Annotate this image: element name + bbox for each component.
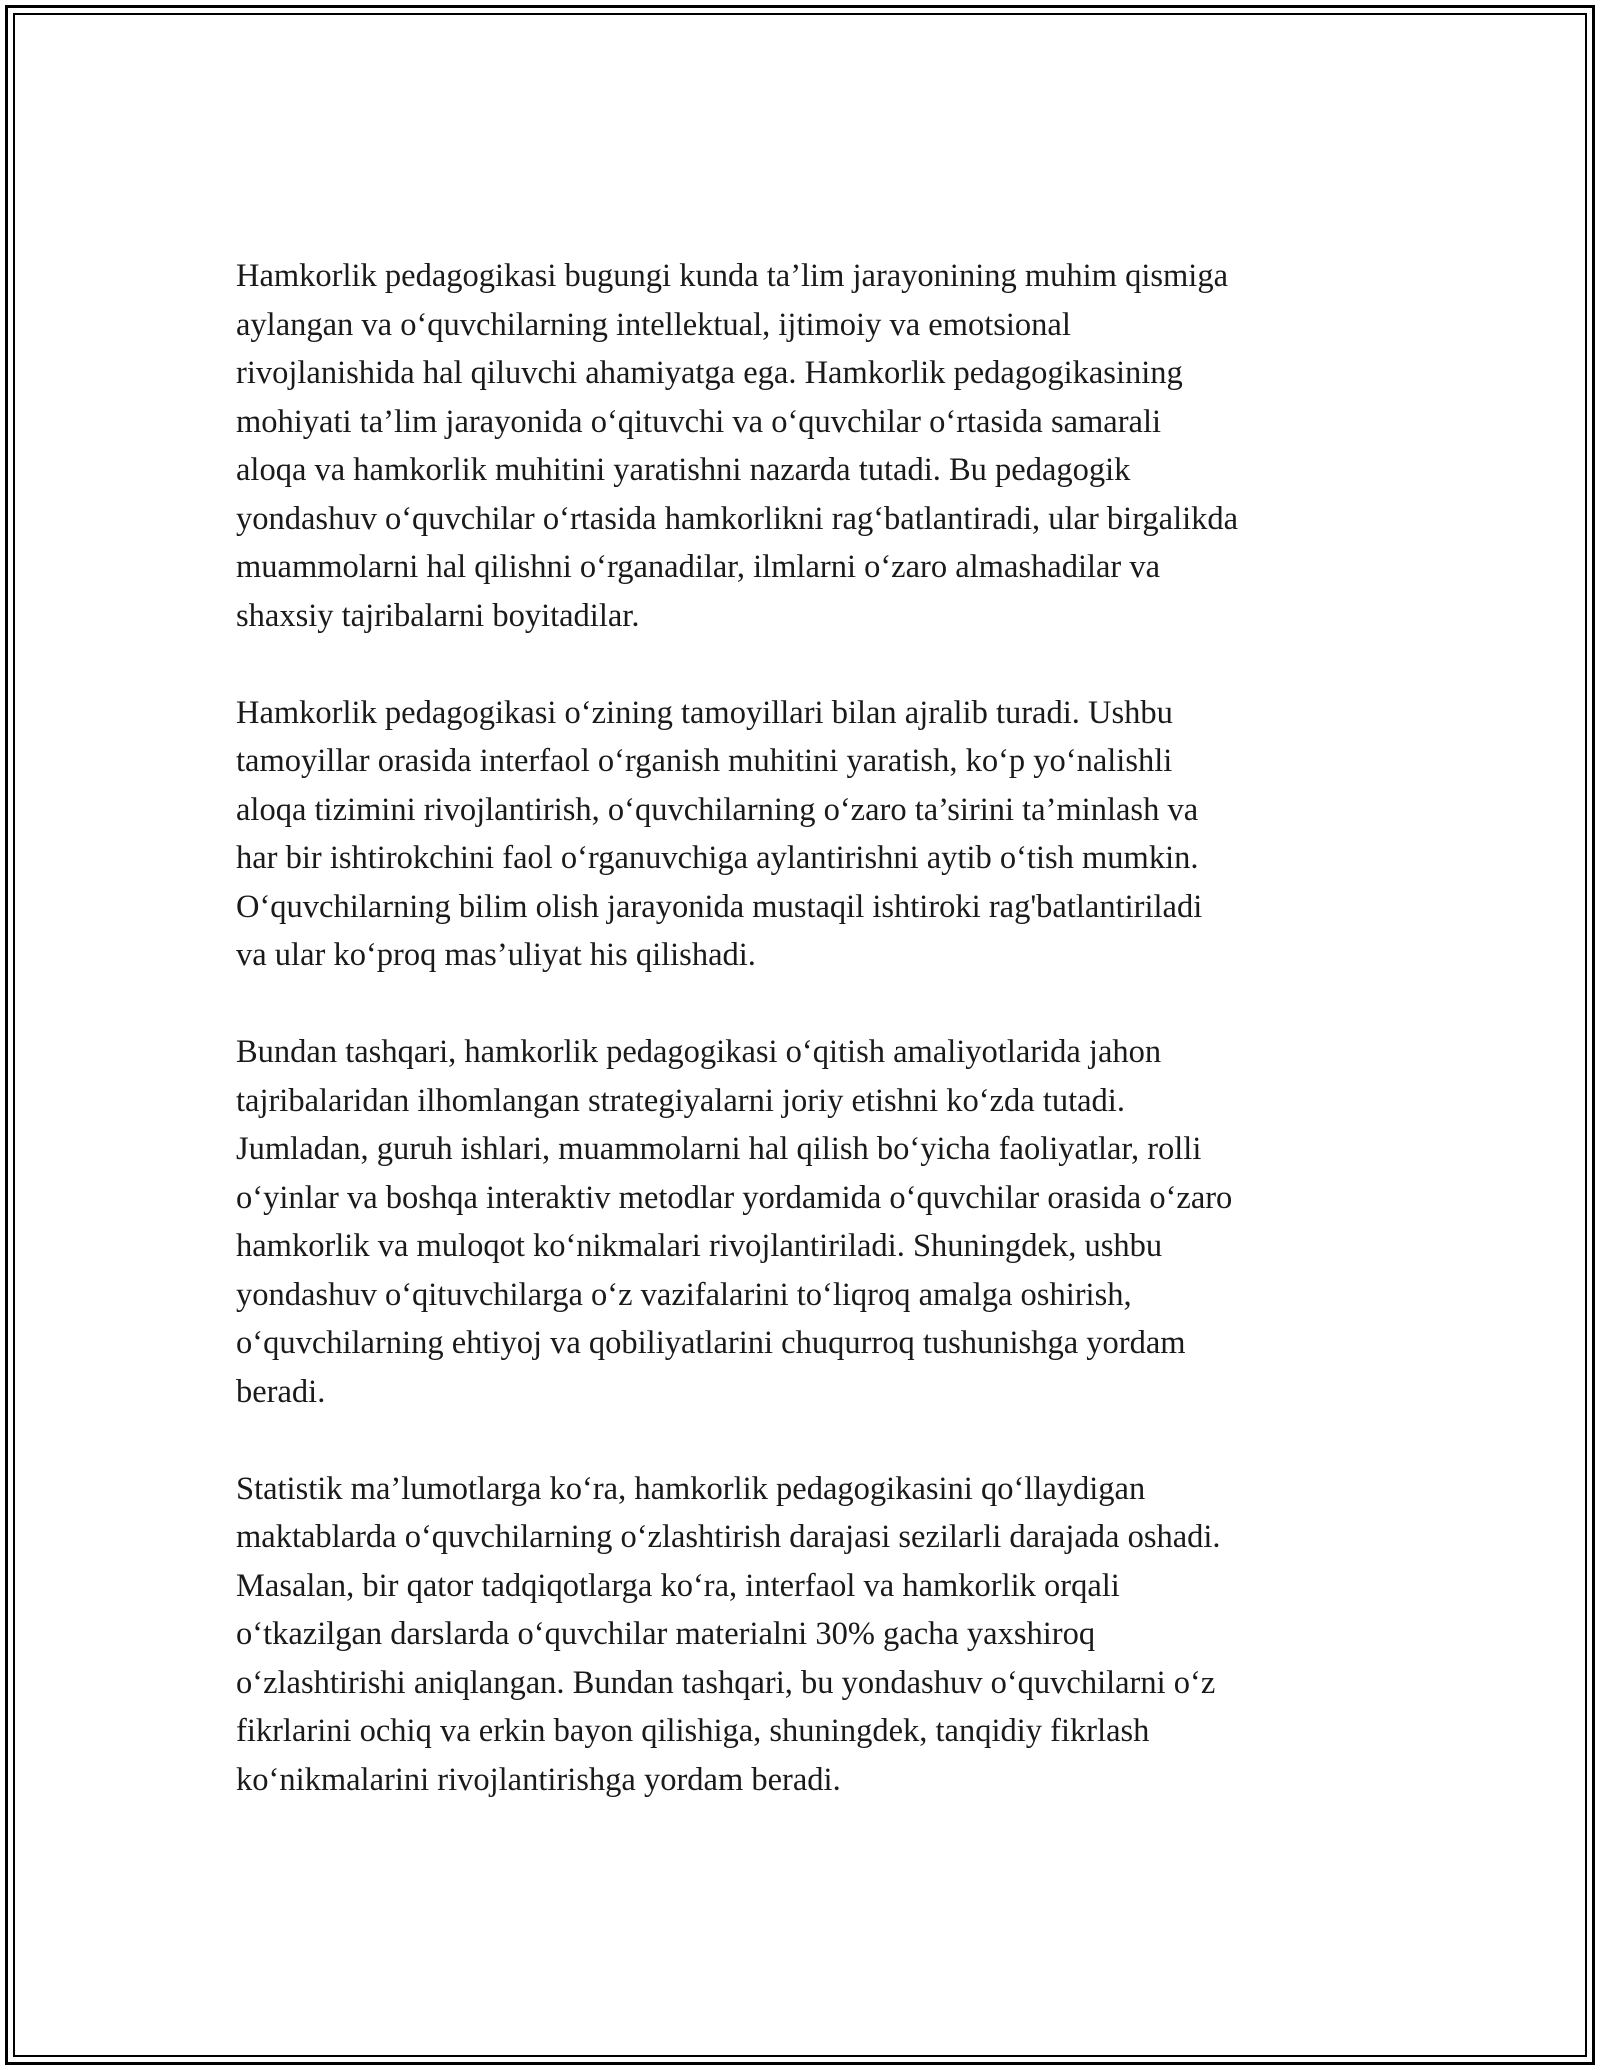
text-line: har bir ishtirokchini faol o‘rganuvchiga aylantirishni aytib o‘tish mumkin. (236, 840, 1199, 876)
text-line: o‘tkazilgan darslarda o‘quvchilar materialni 30% gacha yaxshiroq (236, 1616, 1096, 1652)
text-line: ko‘nikmalarini rivojlantirishga yordam beradi. (236, 1761, 841, 1798)
text-line: O‘quvchilarning bilim olish jarayonida mustaqil ishtiroki rag'batlantiriladi (236, 888, 1203, 925)
text-line: aloqa va hamkorlik muhitini yaratishni nazarda tutadi. Bu pedagogik (236, 452, 1131, 488)
text-line: o‘yinlar va boshqa interaktiv metodlar yordamida o‘quvchilar orasida o‘zaro (236, 1179, 1233, 1216)
text-line: Jumladan, guruh ishlari, muammolarni hal qilish bo‘yicha faoliyatlar, rolli (236, 1131, 1202, 1167)
text-line: muammolarni hal qilishni o‘rganadilar, ilmlarni o‘zaro almashadilar va (236, 549, 1161, 585)
text-line: Hamkorlik pedagogikasi o‘zining tamoyillari bilan ajralib turadi. Ushbu (236, 694, 1173, 731)
text-line: mohiyati ta’lim jarayonida o‘qituvchi va o‘quvchilar o‘rtasida samarali (236, 403, 1162, 440)
text-line: yondashuv o‘qituvchilarga o‘z vazifalarini to‘liqroq amalga oshirish, (236, 1276, 1132, 1313)
text-line: shaxsiy tajribalarni boyitadilar. (236, 597, 640, 634)
paragraph-2 (236, 689, 1376, 980)
paragraph-1 (236, 252, 1376, 640)
text-line: yondashuv o‘quvchilar o‘rtasida hamkorlikni rag‘batlantiradi, ular birgalikda (236, 500, 1239, 537)
text-line: rivojlanishida hal qiluvchi ahamiyatga ega. Hamkorlik pedagogikasining (236, 355, 1183, 391)
text-line: o‘quvchilarning ehtiyoj va qobiliyatlarini chuqurroq tushunishga yordam (236, 1325, 1186, 1361)
text-line: hamkorlik va muloqot ko‘nikmalari rivojlantiriladi. Shuningdek, ushbu (236, 1228, 1163, 1264)
text-line: maktablarda o‘quvchilarning o‘zlashtirish darajasi sezilarli darajada oshadi. (236, 1519, 1221, 1555)
text-line: Statistik ma’lumotlarga ko‘ra, hamkorlik pedagogikasini qo‘llaydigan (236, 1470, 1146, 1507)
paragraph-3 (236, 1028, 1376, 1416)
text-line: beradi. (236, 1373, 326, 1410)
text-line: Hamkorlik pedagogikasi bugungi kunda ta’lim jarayonining muhim qismiga (236, 258, 1228, 294)
text-line: fikrlarini ochiq va erkin bayon qilishiga, shuningdek, tanqidiy fikrlash (236, 1713, 1150, 1749)
text-line: tajribalaridan ilhomlangan strategiyalarni joriy etishni ko‘zda tutadi. (236, 1082, 1125, 1119)
text-line: va ular ko‘proq mas’uliyat his qilishadi. (236, 937, 756, 973)
text-line: Masalan, bir qator tadqiqotlarga ko‘ra, interfaol va hamkorlik orqali (236, 1567, 1120, 1604)
paragraph-4 (236, 1465, 1376, 1805)
document-body (236, 252, 1376, 1853)
text-line: tamoyillar orasida interfaol o‘rganish muhitini yaratish, ko‘p yo‘nalishli (236, 743, 1173, 779)
text-line: Bundan tashqari, hamkorlik pedagogikasi o‘qitish amaliyotlarida jahon (236, 1034, 1162, 1070)
text-line: o‘zlashtirishi aniqlangan. Bundan tashqari, bu yondashuv o‘quvchilarni o‘z (236, 1664, 1216, 1701)
text-line: aylangan va o‘quvchilarning intellektual, ijtimoiy va emotsional (236, 306, 1071, 343)
text-line: aloqa tizimini rivojlantirish, o‘quvchilarning o‘zaro ta’sirini ta’minlash va (236, 791, 1199, 828)
